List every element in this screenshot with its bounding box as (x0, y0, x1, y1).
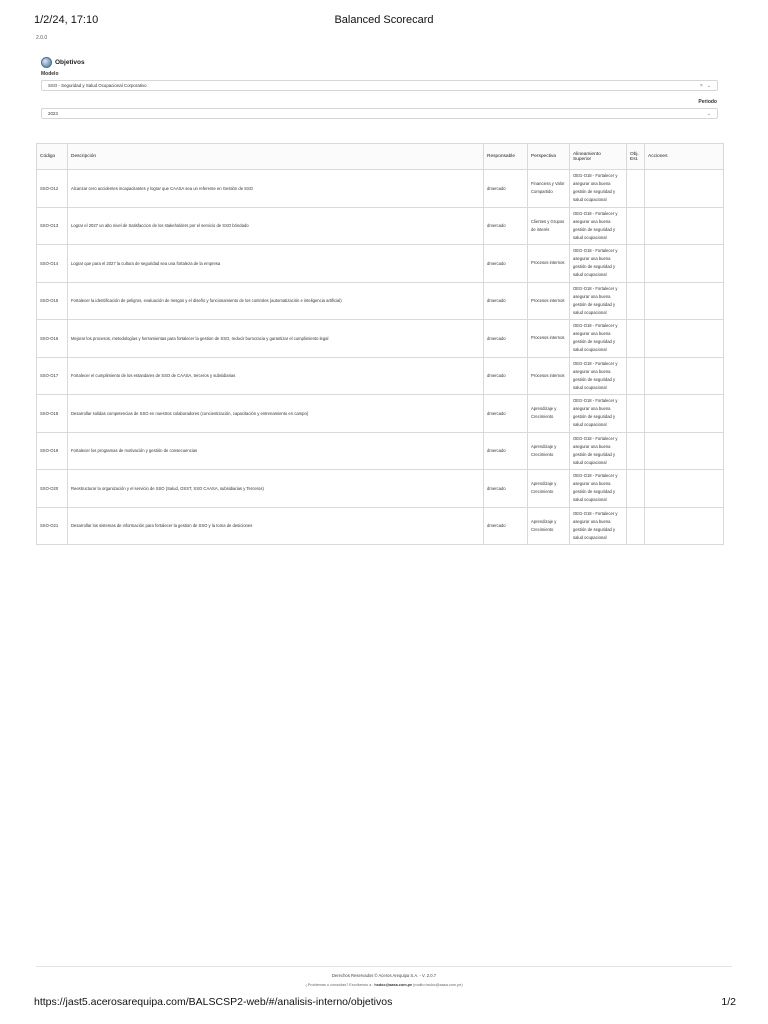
cell-acciones[interactable] (645, 282, 724, 320)
clear-icon[interactable]: × (699, 82, 703, 89)
cell-acciones[interactable] (645, 170, 724, 208)
cell-acciones[interactable] (645, 432, 724, 470)
cell-descripcion: Lograr que para el 2027 la cultura de seguridad sea una fortaleza de la empresa (68, 245, 484, 283)
cell-alineamiento: OEG-O18 - Fortalecer y asegurar una buena gestión de seguridad y salud ocupacional (570, 320, 627, 358)
footer-help-prefix: ¿Problemas o consultas? Escribenos a : (305, 983, 374, 987)
cell-responsable: dmercado (484, 395, 528, 433)
cell-responsable: dmercado (484, 470, 528, 508)
cell-responsable: dmercado (484, 245, 528, 283)
header-obj-line1: Obj. (630, 151, 639, 157)
cell-perspectiva: Procesos internos (528, 320, 570, 358)
cell-responsable: dmercado (484, 282, 528, 320)
cell-perspectiva: Aprendizaje y Crecimiento (528, 432, 570, 470)
footer-help-suffix: (mailto:hsdoc@aasa.com.pe) (413, 983, 463, 987)
modelo-label: Modelo (41, 71, 59, 77)
table-row[interactable] (37, 395, 724, 433)
cell-codigo: SSO-O19 (37, 432, 68, 470)
cell-perspectiva: Procesos internos (528, 245, 570, 283)
cell-alineamiento: OEG-O18 - Fortalecer y asegurar una buena gestión de seguridad y salud ocupacional (570, 207, 627, 245)
cell-alineamiento: OEG-O18 - Fortalecer y asegurar una buena gestión de seguridad y salud ocupacional (570, 470, 627, 508)
periodo-label: Periodo (698, 99, 717, 105)
table-row[interactable] (37, 357, 724, 395)
cell-obj-est (627, 432, 645, 470)
cell-acciones[interactable] (645, 357, 724, 395)
cell-codigo: SSO-O13 (37, 207, 68, 245)
cell-perspectiva: Procesos internos (528, 357, 570, 395)
header-alineamiento[interactable] (570, 144, 627, 170)
header-responsable[interactable]: Responsable (484, 144, 528, 170)
cell-responsable: dmercado (484, 170, 528, 208)
app-version: 2.0.0 (36, 35, 48, 41)
section-title (41, 57, 85, 68)
cell-perspectiva: Aprendizaje y Crecimiento (528, 395, 570, 433)
table-row[interactable] (37, 470, 724, 508)
modelo-value: SSO - Seguridad y Salud Ocupacional Corporativo (48, 83, 147, 88)
cell-descripcion: Fortalecer los programas de motivación y gestión de consecuencias (68, 432, 484, 470)
cell-acciones[interactable] (645, 470, 724, 508)
objectives-table (36, 143, 724, 545)
cell-codigo: SSO-O16 (37, 320, 68, 358)
cell-alineamiento: OEG-O18 - Fortalecer y asegurar una buena gestión de seguridad y salud ocupacional (570, 170, 627, 208)
print-header (0, 14, 768, 30)
objectives-icon (41, 57, 52, 68)
cell-alineamiento: OEG-O18 - Fortalecer y asegurar una buena gestión de seguridad y salud ocupacional (570, 395, 627, 433)
cell-codigo: SSO-O17 (37, 357, 68, 395)
chevron-down-icon[interactable]: ⌄ (706, 110, 711, 117)
cell-obj-est (627, 357, 645, 395)
table-row[interactable] (37, 170, 724, 208)
header-perspectiva[interactable]: Perspectiva (528, 144, 570, 170)
header-acciones: Acciones (645, 144, 724, 170)
cell-acciones[interactable] (645, 507, 724, 545)
cell-codigo: SSO-O14 (37, 245, 68, 283)
header-alineamiento-line2: Superior (573, 156, 592, 162)
print-page-count: 1/2 (721, 996, 736, 1008)
cell-obj-est (627, 282, 645, 320)
cell-responsable: dmercado (484, 507, 528, 545)
cell-perspectiva: Procesos internos (528, 282, 570, 320)
footer-divider (36, 966, 732, 967)
print-url: https://jast5.acerosarequipa.com/BALSCSP2-web/#/analisis-interno/objetivos (34, 996, 393, 1008)
footer-help-email[interactable]: hsdoc@aasa.com.pe (374, 983, 413, 987)
cell-codigo: SSO-O15 (37, 282, 68, 320)
table-row[interactable] (37, 282, 724, 320)
footer-rights: Derechos Reservados © Aceros Arequipa S.A. - V. 2.0.7 (331, 973, 437, 978)
cell-responsable: dmercado (484, 357, 528, 395)
cell-descripcion: Lograr el 2027 un alto nivel de Satisfaccion de los stakeholders por el servicio de SSO brindado (68, 207, 484, 245)
cell-alineamiento: OEG-O18 - Fortalecer y asegurar una buena gestión de seguridad y salud ocupacional (570, 432, 627, 470)
modelo-select[interactable] (41, 80, 718, 91)
cell-obj-est (627, 320, 645, 358)
cell-obj-est (627, 207, 645, 245)
print-footer (0, 996, 768, 1010)
header-alineamiento-line1: Alineamiento (573, 151, 601, 157)
cell-perspectiva: Clientes y Grupos de interés (528, 207, 570, 245)
table-row[interactable] (37, 245, 724, 283)
cell-responsable: dmercado (484, 432, 528, 470)
cell-perspectiva: Aprendizaje y Crecimiento (528, 507, 570, 545)
print-datetime: 1/2/24, 17:10 (34, 14, 99, 26)
cell-obj-est (627, 507, 645, 545)
cell-acciones[interactable] (645, 320, 724, 358)
section-title-label: Objetivos (55, 59, 85, 66)
footer-help (0, 983, 768, 987)
cell-codigo: SSO-O20 (37, 470, 68, 508)
periodo-select[interactable] (41, 108, 718, 119)
cell-descripcion: Fortalecer el cumplimiento de los estandares de SSO de CAASA, terceros y subsidiarias (68, 357, 484, 395)
cell-codigo: SSO-O21 (37, 507, 68, 545)
cell-descripcion: Desarrollar los sistemas de información para fortalecer la gestion de SSO y la toma de desiciones (68, 507, 484, 545)
table-row[interactable] (37, 432, 724, 470)
cell-codigo: SSO-O18 (37, 395, 68, 433)
table-row[interactable] (37, 207, 724, 245)
table-row[interactable] (37, 320, 724, 358)
cell-perspectiva: Aprendizaje y Crecimiento (528, 470, 570, 508)
cell-descripcion: Desarrollar solidas competencias de SSO en nuestros colaboradores (concientización, capacitación y entrenamiento en campo) (68, 395, 484, 433)
cell-descripcion: Fortalecer la identificación de peligros, evaluación de riesgos y el diseño y funcionamiento de los controles (automatización e inteligencia artificial) (68, 282, 484, 320)
cell-descripcion: Mejorar los procesos, metodologías y herramientas para fortalecer la gestion de SSO, reducir burocracia y garantizar el cumplimiento legal (68, 320, 484, 358)
cell-responsable: dmercado (484, 320, 528, 358)
print-title: Balanced Scorecard (334, 14, 434, 26)
cell-responsable: dmercado (484, 207, 528, 245)
header-codigo[interactable]: Código (37, 144, 68, 170)
table-header-row (37, 144, 724, 170)
cell-acciones[interactable] (645, 245, 724, 283)
chevron-down-icon[interactable]: ⌄ (706, 82, 711, 89)
header-obj-line2: Est. (630, 156, 639, 162)
cell-descripcion: Alcanzar cero accidentes incapacitantes y lograr que CAASA sea un referente en Gestión de SSO (68, 170, 484, 208)
cell-acciones[interactable] (645, 207, 724, 245)
cell-obj-est (627, 245, 645, 283)
cell-alineamiento: OEG-O18 - Fortalecer y asegurar una buena gestión de seguridad y salud ocupacional (570, 282, 627, 320)
cell-descripcion: Reestructurar la organización y el servicio de SSO (Salud, OSST, SSO CAASA, subsidiarias y Terceros) (68, 470, 484, 508)
cell-perspectiva: Financiera y Valor Compartido (528, 170, 570, 208)
cell-alineamiento: OEG-O18 - Fortalecer y asegurar una buena gestión de seguridad y salud ocupacional (570, 507, 627, 545)
cell-alineamiento: OEG-O18 - Fortalecer y asegurar una buena gestión de seguridad y salud ocupacional (570, 245, 627, 283)
cell-obj-est (627, 395, 645, 433)
cell-acciones[interactable] (645, 395, 724, 433)
cell-alineamiento: OEG-O18 - Fortalecer y asegurar una buena gestión de seguridad y salud ocupacional (570, 357, 627, 395)
cell-codigo: SSO-O12 (37, 170, 68, 208)
cell-obj-est (627, 470, 645, 508)
cell-obj-est (627, 170, 645, 208)
header-obj-est[interactable] (627, 144, 645, 170)
periodo-value: 2023 (48, 111, 58, 116)
table-row[interactable] (37, 507, 724, 545)
header-descripcion[interactable]: Descripción (68, 144, 484, 170)
